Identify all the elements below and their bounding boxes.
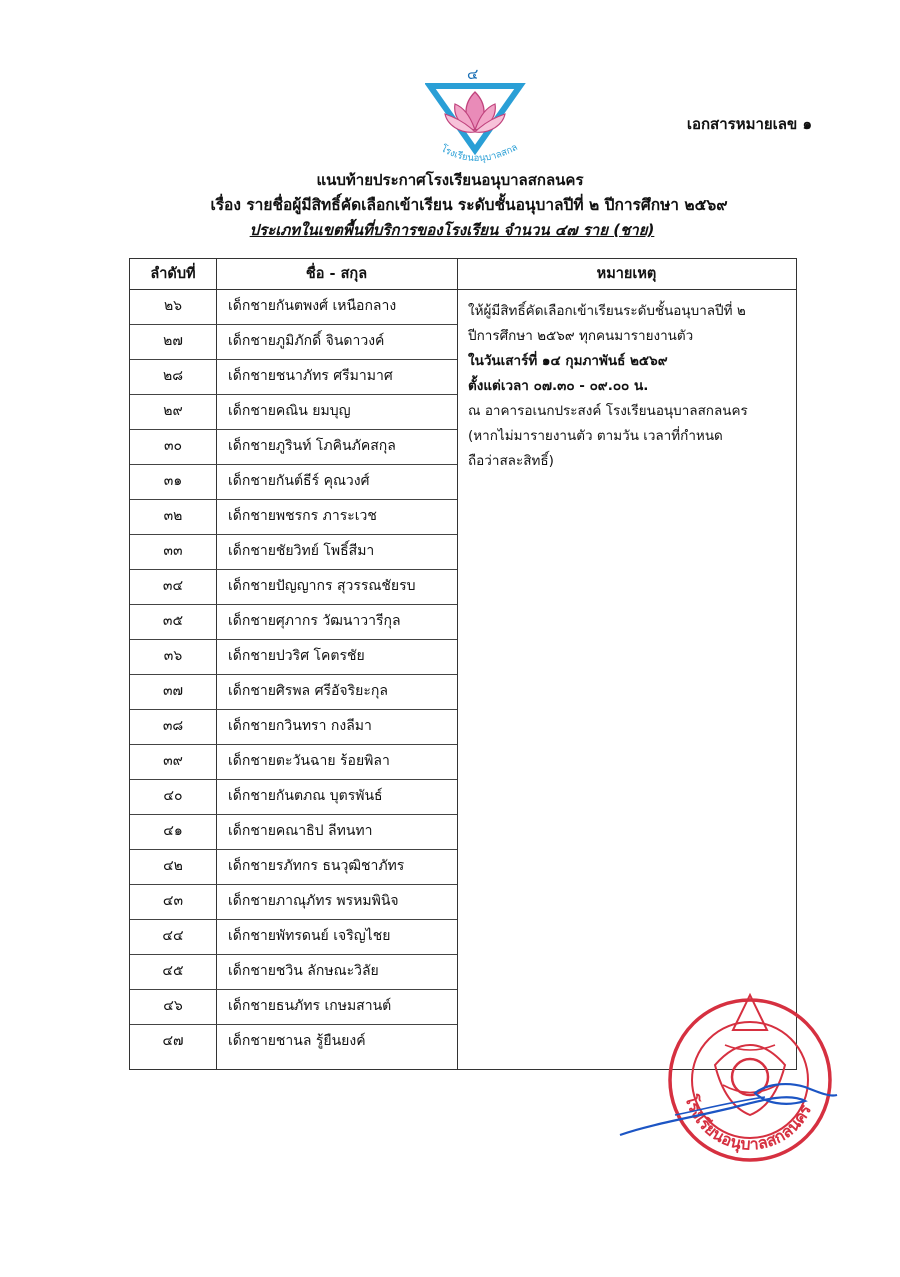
student-name: เด็กชายคณิน ยมบุญ (228, 403, 351, 419)
table-row (130, 569, 457, 605)
row-number: ๔๗ (162, 1033, 184, 1049)
table-row (130, 779, 457, 815)
table-row (130, 814, 457, 850)
student-name: เด็กชายปวริศ โคตรชัย (228, 648, 365, 664)
category-line: ประเภทในเขตพื้นที่บริการของโรงเรียน จำนวน ๔๗ ราย (ชาย) (249, 221, 655, 239)
seal-text: โรงเรียนอนุบาลสกลนคร (681, 1092, 815, 1154)
remark-date: ในวันเสาร์ที่ ๑๔ กุมภาพันธ์ ๒๕๖๙ (468, 353, 668, 369)
logo-number: ๔ (467, 65, 479, 83)
table-row (130, 639, 457, 675)
column-divider (457, 259, 458, 1069)
row-number: ๓๑ (163, 473, 183, 489)
student-name: เด็กชายพัทรดนย์ เจริญไชย (228, 928, 391, 944)
student-name: เด็กชายชัยวิทย์ โพธิ์สีมา (228, 543, 375, 559)
table-row (130, 919, 457, 955)
table-row (130, 954, 457, 990)
table-row (130, 499, 457, 535)
student-name: เด็กชายรภัทกร ธนวุฒิชาภัทร (228, 858, 405, 874)
student-name: เด็กชายคณาธิป ลีทนทา (228, 823, 373, 839)
table-row (130, 744, 457, 780)
remark-line: ให้ผู้มีสิทธิ์คัดเลือกเข้าเรียนระดับชั้นอนุบาลปีที่ ๒ (468, 303, 746, 319)
row-number: ๓๙ (163, 753, 183, 769)
row-number: ๒๙ (163, 403, 183, 419)
row-number: ๔๕ (162, 963, 184, 979)
table-row (130, 534, 457, 570)
announcement-title: แนบท้ายประกาศโรงเรียนอนุบาลสกลนคร (316, 171, 584, 189)
table-row (130, 359, 457, 395)
row-number: ๓๓ (163, 543, 183, 559)
table-row (130, 324, 457, 360)
remarks-cell (468, 299, 793, 474)
document-number: เอกสารหมายเลข ๑ (686, 115, 812, 133)
table-row (130, 394, 457, 430)
student-name: เด็กชายพชรกร ภาระเวช (228, 508, 377, 524)
remark-line: ณ อาคารอเนกประสงค์ โรงเรียนอนุบาลสกลนคร (468, 403, 748, 419)
table-row (130, 709, 457, 745)
student-name: เด็กชายธนภัทร เกษมสานต์ (228, 998, 392, 1014)
row-number: ๒๘ (162, 368, 184, 384)
table-row (130, 289, 457, 325)
table-header (130, 259, 796, 290)
student-name: เด็กชายภูรินท์ โภคินภัคสกุล (228, 438, 396, 454)
student-name: เด็กชายกันต์ธีร์ คุณวงศ์ (228, 473, 370, 489)
table-row (130, 849, 457, 885)
student-name: เด็กชายกันตพงศ์ เหนือกลาง (228, 298, 397, 314)
table-row (130, 989, 457, 1025)
row-number: ๔๓ (162, 893, 184, 909)
row-number: ๔๒ (163, 858, 183, 874)
table-row (130, 429, 457, 465)
school-logo (425, 62, 535, 182)
student-name: เด็กชายปัญญากร สุวรรณชัยรบ (228, 578, 416, 594)
row-number: ๔๔ (162, 928, 184, 944)
student-name: เด็กชายศุภากร วัฒนาวารีกุล (228, 613, 401, 629)
remark-line: ถือว่าสละสิทธิ์) (468, 453, 554, 469)
student-name: เด็กชายตะวันฉาย ร้อยพิลา (228, 753, 390, 769)
remark-line: ปีการศึกษา ๒๕๖๙ ทุกคนมารายงานตัว (468, 328, 694, 344)
row-number: ๔๐ (163, 788, 183, 804)
row-number: ๓๕ (162, 613, 184, 629)
row-number: ๔๖ (163, 998, 183, 1014)
row-number: ๔๑ (163, 823, 183, 839)
row-number: ๓๘ (162, 718, 184, 734)
table-row (130, 674, 457, 710)
student-name: เด็กชายศิรพล ศรีอัจริยะกุล (228, 683, 388, 699)
student-name: เด็กชายภาณุภัทร พรหมพินิจ (228, 893, 399, 909)
row-number: ๒๗ (163, 333, 183, 349)
logo-text: โรงเรียนอนุบาลสกล (438, 141, 520, 165)
student-name: เด็กชายชวิน ลักษณะวิลัย (228, 963, 379, 979)
table-row (130, 884, 457, 920)
row-number: ๓๐ (163, 438, 183, 454)
student-name: เด็กชายกวินทรา กงลีมา (228, 718, 372, 734)
row-number: ๓๖ (163, 648, 183, 664)
table-row (130, 464, 457, 500)
column-header-remarks: หมายเหตุ (596, 266, 657, 282)
subject-line: เรื่อง รายชื่อผู้มีสิทธิ์คัดเลือกเข้าเรียน ระดับชั้นอนุบาลปีที่ ๒ ปีการศึกษา ๒๕๖๙ (210, 196, 728, 214)
row-number: ๓๗ (162, 683, 184, 699)
remark-time: ตั้งแต่เวลา ๐๗.๓๐ - ๐๙.๐๐ น. (468, 378, 649, 394)
document-headings (0, 168, 900, 243)
row-number: ๓๒ (163, 508, 183, 524)
table-row (130, 1024, 457, 1059)
column-header-name: ชื่อ - สกุล (305, 266, 368, 282)
table-row (130, 604, 457, 640)
student-table (129, 258, 797, 1070)
remark-line: (หากไม่มารายงานตัว ตามวัน เวลาที่กำหนด (468, 428, 723, 444)
column-header-number: ลำดับที่ (150, 266, 196, 282)
official-seal (615, 985, 855, 1175)
row-number: ๓๔ (162, 578, 184, 594)
row-number: ๒๖ (163, 298, 183, 314)
student-name: เด็กชายกันตภณ บุตรพันธ์ (228, 788, 383, 804)
student-name: เด็กชายภูมิภักดิ์ จินดาวงค์ (228, 333, 385, 349)
student-name: เด็กชายชานล รู้ยืนยงค์ (228, 1033, 366, 1049)
student-name: เด็กชายชนาภัทร ศรีมามาศ (228, 368, 393, 384)
